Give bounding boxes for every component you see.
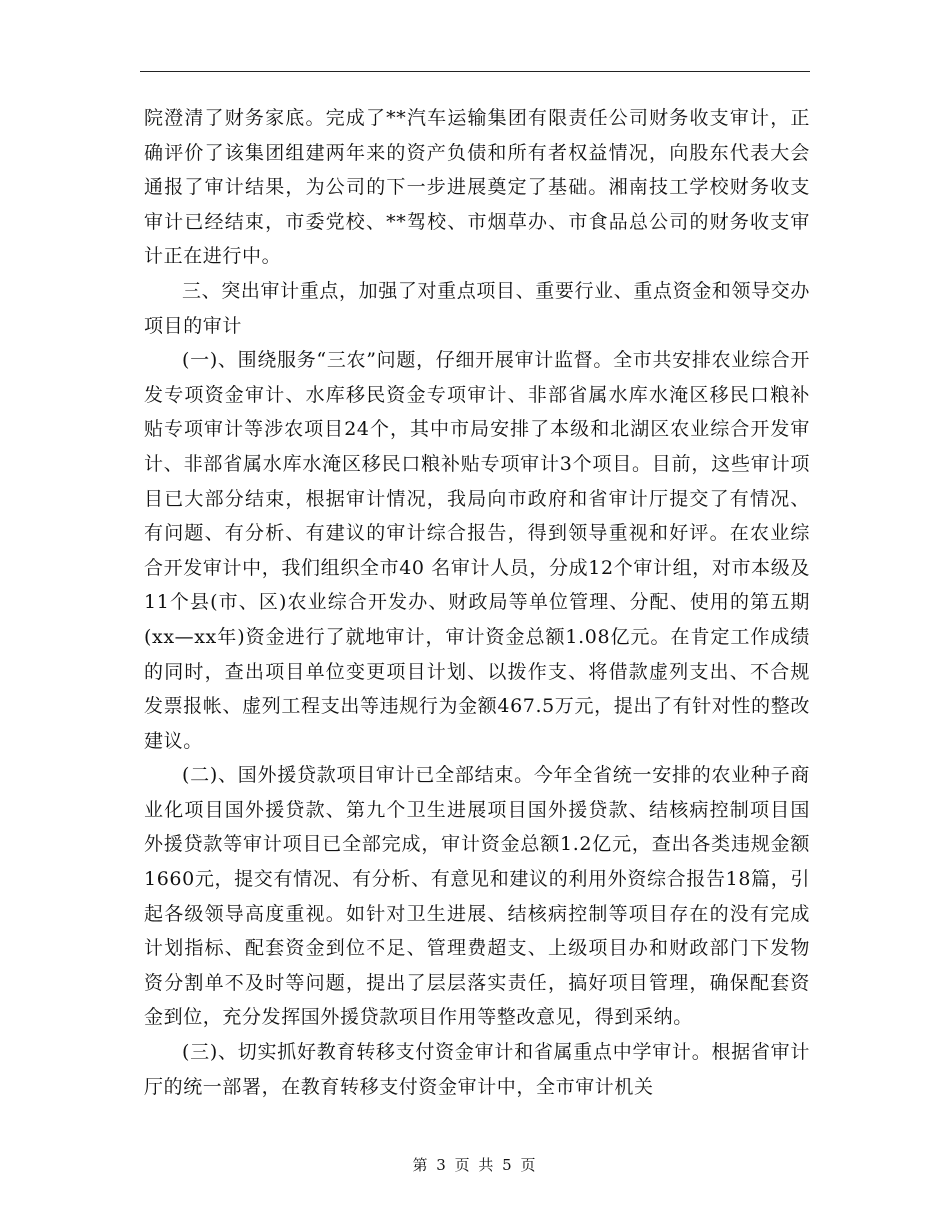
paragraph-subsection-1: (一)、围绕服务“三农”问题，仔细开展审计监督。全市共安排农业综合开发专项资金审计、水库移民资金专项审计、非部省属水库水淹区移民口粮补贴专项审计等涉农项目24个，其中市局安排了本级和北湖区农业综合开发审计、非部省属水库水淹区移民口粮补贴专项审计3个项目。目前，这些审计项目已大部分结束，根据审计情况，我局向市政府和省审计厅提交了有情况、有问题、有分析、有建议的审计综合报告，得到领导重视和好评。在农业综合开发审计中，我们组织全市40 名审计人员，分成12个审计组，对市本级及11个县(市、区)农业综合开发办、财政局等单位管理、分配、使用的第五期(xx—xx年)资金进行了就地审计，审计资金总额1.08亿元。在肯定工作成绩的同时，查出项目单位变更项目计划、以拨作支、将借款虚列支出、不合规发票报帐、虚列工程支出等违规行为金额467.5万元，提出了有针对性的整改建议。 [144, 349, 810, 752]
section-heading-3: 三、突出审计重点，加强了对重点项目、重要行业、重点资金和领导交办项目的审计 [144, 279, 810, 337]
document-body [144, 101, 810, 1104]
paragraph-subsection-2: (二)、国外援贷款项目审计已全部结束。今年全省统一安排的农业种子商业化项目国外援贷款、第九个卫生进展项目国外援贷款、结核病控制项目国外援贷款等审计项目已全部完成，审计资金总额1.2亿元，查出各类违规金额1660元，提交有情况、有分析、有意见和建议的利用外资综合报告18篇，引起各级领导高度重视。如针对卫生进展、结核病控制等项目存在的没有完成计划指标、配套资金到位不足、管理费超支、上级项目办和财政部门下发物资分割单不及时等问题，提出了层层落实责任，搞好项目管理，确保配套资金到位，充分发挥国外援贷款项目作用等整改意见，得到采纳。 [144, 764, 810, 1029]
header-rule [140, 71, 810, 72]
paragraph-continuation: 院澄清了财务家底。完成了**汽车运输集团有限责任公司财务收支审计，正确评价了该集团组建两年来的资产负债和所有者权益情况，向股东代表大会通报了审计结果，为公司的下一步进展奠定了基础。湘南技工学校财务收支审计已经结束，市委党校、**驾校、市烟草办、市食品总公司的财务收支审计正在进行中。 [144, 107, 810, 268]
page-number-footer: 第 3 页 共 5 页 [412, 1156, 538, 1174]
paragraph-subsection-3: (三)、切实抓好教育转移支付资金审计和省属重点中学审计。根据省审计厅的统一部署，在教育转移支付资金审计中，全市审计机关 [144, 1041, 810, 1098]
